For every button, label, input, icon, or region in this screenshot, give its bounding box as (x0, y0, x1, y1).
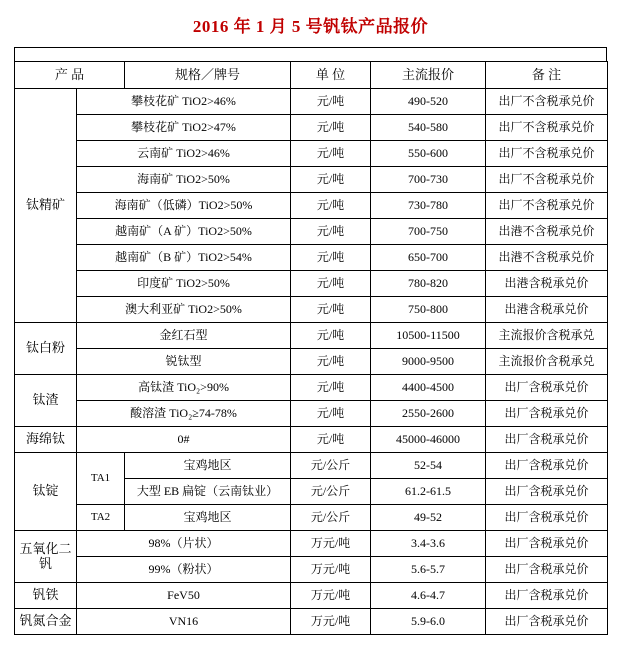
spec-cell: 越南矿（A 矿）TiO2>50% (77, 219, 291, 245)
price-cell: 5.9-6.0 (371, 609, 486, 635)
spec-cell: 海南矿 TiO2>50% (77, 167, 291, 193)
table-top-spacer (14, 47, 607, 61)
category-cell: 海绵钛 (15, 427, 77, 453)
table-row (15, 89, 608, 115)
table-row (15, 505, 608, 531)
note-cell: 出厂含税承兑价 (486, 557, 608, 583)
note-cell: 出厂含税承兑价 (486, 609, 608, 635)
table-header-row (15, 62, 608, 89)
note-cell: 出厂不含税承兑价 (486, 115, 608, 141)
table-row (15, 193, 608, 219)
price-cell: 650-700 (371, 245, 486, 271)
spec-cell: 酸溶渣 TiO₂≥74-78% (77, 401, 291, 427)
unit-cell: 元/公斤 (291, 505, 371, 531)
price-cell: 52-54 (371, 453, 486, 479)
category-cell: 钛精矿 (15, 89, 77, 323)
spec-cell: 越南矿（B 矿）TiO2>54% (77, 245, 291, 271)
spec-cell: 0# (77, 427, 291, 453)
header-note: 备 注 (486, 62, 608, 89)
table-row (15, 167, 608, 193)
note-cell: 出厂不含税承兑价 (486, 193, 608, 219)
note-cell: 主流报价含税承兑 (486, 349, 608, 375)
page-title: 2016 年 1 月 5 号钒钛产品报价 (192, 17, 429, 36)
spec-cell: 99%（粉状） (77, 557, 291, 583)
category-cell: 钛锭 (15, 453, 77, 531)
price-cell: 3.4-3.6 (371, 531, 486, 557)
price-cell: 780-820 (371, 271, 486, 297)
spec-cell: 澳大利亚矿 TiO2>50% (77, 297, 291, 323)
unit-cell: 元/吨 (291, 297, 371, 323)
header-spec: 规格／牌号 (125, 62, 291, 89)
note-cell: 主流报价含税承兑 (486, 323, 608, 349)
note-cell: 出厂含税承兑价 (486, 427, 608, 453)
grade-cell: TA1 (77, 453, 125, 505)
header-product: 产 品 (15, 62, 125, 89)
unit-cell: 元/吨 (291, 219, 371, 245)
unit-cell: 万元/吨 (291, 583, 371, 609)
note-cell: 出厂不含税承兑价 (486, 89, 608, 115)
unit-cell: 元/吨 (291, 89, 371, 115)
table-row (15, 219, 608, 245)
table-row (15, 583, 608, 609)
price-cell: 45000-46000 (371, 427, 486, 453)
spec-cell: 攀枝花矿 TiO2>47% (77, 115, 291, 141)
price-cell: 9000-9500 (371, 349, 486, 375)
table-row (15, 141, 608, 167)
note-cell: 出厂不含税承兑价 (486, 141, 608, 167)
spec-cell: 攀枝花矿 TiO2>46% (77, 89, 291, 115)
price-cell: 730-780 (371, 193, 486, 219)
price-cell: 49-52 (371, 505, 486, 531)
spec-cell: 金红石型 (77, 323, 291, 349)
price-cell: 4400-4500 (371, 375, 486, 401)
note-cell: 出厂含税承兑价 (486, 375, 608, 401)
unit-cell: 元/吨 (291, 427, 371, 453)
price-table (14, 61, 608, 635)
unit-cell: 元/吨 (291, 323, 371, 349)
note-cell: 出厂含税承兑价 (486, 401, 608, 427)
price-cell: 700-750 (371, 219, 486, 245)
category-cell: 钛渣 (15, 375, 77, 427)
table-row (15, 323, 608, 349)
unit-cell: 元/公斤 (291, 479, 371, 505)
price-cell: 750-800 (371, 297, 486, 323)
note-cell: 出厂含税承兑价 (486, 505, 608, 531)
table-row (15, 115, 608, 141)
price-cell: 5.6-5.7 (371, 557, 486, 583)
note-cell: 出港含税承兑价 (486, 271, 608, 297)
unit-cell: 元/吨 (291, 193, 371, 219)
table-row (15, 557, 608, 583)
note-cell: 出厂含税承兑价 (486, 531, 608, 557)
category-cell: 五氧化二钒 (15, 531, 77, 583)
unit-cell: 元/吨 (291, 401, 371, 427)
price-cell: 490-520 (371, 89, 486, 115)
table-row (15, 375, 608, 401)
header-price: 主流报价 (371, 62, 486, 89)
table-row (15, 401, 608, 427)
category-cell: 钒氮合金 (15, 609, 77, 635)
note-cell: 出港含税承兑价 (486, 297, 608, 323)
unit-cell: 元/吨 (291, 167, 371, 193)
spec-cell: 印度矿 TiO2>50% (77, 271, 291, 297)
note-cell: 出厂含税承兑价 (486, 479, 608, 505)
table-row (15, 531, 608, 557)
price-cell: 700-730 (371, 167, 486, 193)
grade-cell: TA2 (77, 505, 125, 531)
note-cell: 出港不含税承兑价 (486, 245, 608, 271)
spec-cell: 宝鸡地区 (125, 453, 291, 479)
unit-cell: 元/吨 (291, 349, 371, 375)
category-cell: 钛白粉 (15, 323, 77, 375)
spec-cell: FeV50 (77, 583, 291, 609)
spec-cell: 大型 EB 扁锭（云南钛业） (125, 479, 291, 505)
spec-cell: 云南矿 TiO2>46% (77, 141, 291, 167)
price-cell: 540-580 (371, 115, 486, 141)
spec-cell: 宝鸡地区 (125, 505, 291, 531)
note-cell: 出港不含税承兑价 (486, 219, 608, 245)
unit-cell: 元/吨 (291, 141, 371, 167)
table-row (15, 297, 608, 323)
table-row (15, 609, 608, 635)
unit-cell: 万元/吨 (291, 557, 371, 583)
header-unit: 单 位 (291, 62, 371, 89)
table-row (15, 245, 608, 271)
unit-cell: 万元/吨 (291, 609, 371, 635)
price-cell: 550-600 (371, 141, 486, 167)
note-cell: 出厂含税承兑价 (486, 583, 608, 609)
spec-cell: 98%（片状） (77, 531, 291, 557)
table-row (15, 349, 608, 375)
table-row (15, 271, 608, 297)
table-row (15, 453, 608, 479)
unit-cell: 元/吨 (291, 375, 371, 401)
unit-cell: 万元/吨 (291, 531, 371, 557)
spec-cell: 锐钛型 (77, 349, 291, 375)
unit-cell: 元/吨 (291, 271, 371, 297)
note-cell: 出厂不含税承兑价 (486, 167, 608, 193)
spec-cell: VN16 (77, 609, 291, 635)
price-cell: 2550-2600 (371, 401, 486, 427)
unit-cell: 元/吨 (291, 115, 371, 141)
spec-cell: 海南矿（低磷）TiO2>50% (77, 193, 291, 219)
category-cell: 钒铁 (15, 583, 77, 609)
price-cell: 10500-11500 (371, 323, 486, 349)
price-cell: 4.6-4.7 (371, 583, 486, 609)
unit-cell: 元/公斤 (291, 453, 371, 479)
note-cell: 出厂含税承兑价 (486, 453, 608, 479)
table-container (0, 61, 621, 635)
spec-cell: 高钛渣 TiO₂>90% (77, 375, 291, 401)
table-row (15, 427, 608, 453)
price-cell: 61.2-61.5 (371, 479, 486, 505)
unit-cell: 元/吨 (291, 245, 371, 271)
